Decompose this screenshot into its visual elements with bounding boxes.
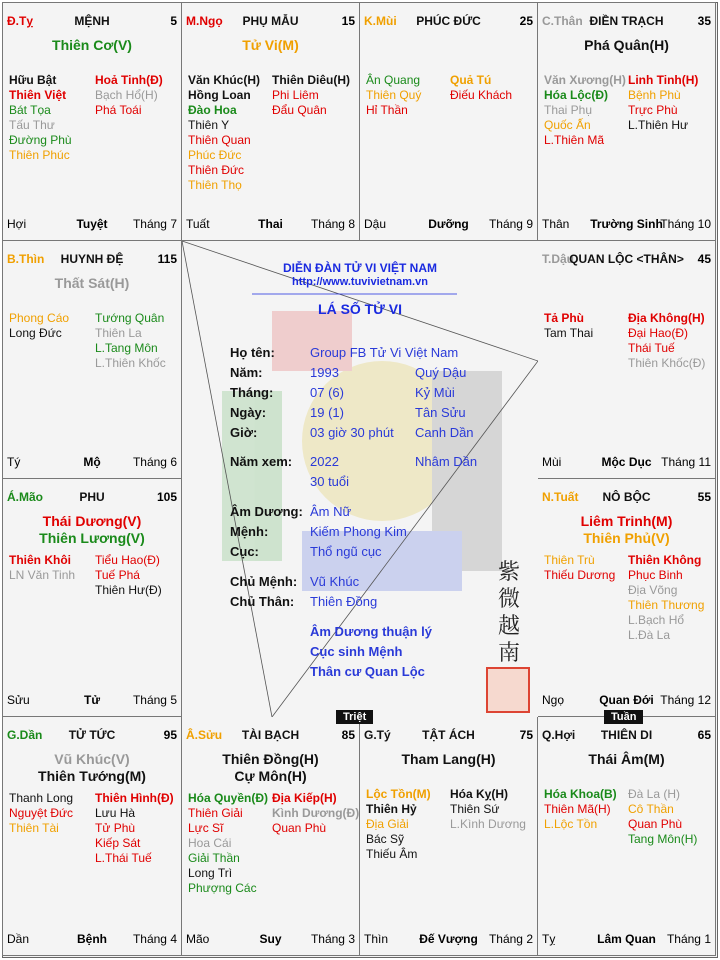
star: Thai Phụ [544,103,593,117]
right-stars [95,791,174,866]
right-stars [95,73,163,118]
star: Thái Tuế [628,341,675,355]
palace-branch: Mùi [542,455,562,469]
left-stars [9,311,69,341]
palace-month: Tháng 5 [132,693,177,707]
palace-month: Tháng 12 [660,693,711,707]
palace-daihan: 5 [170,14,177,28]
main-star: Thiên Tướng(M) [38,768,146,784]
left-stars [188,791,268,896]
star: Thiên Phúc [9,148,70,162]
star: Thiên Y [188,118,230,132]
info-row [230,592,490,612]
star: Thiên Không [628,553,702,567]
palace-month: Tháng 8 [310,217,355,231]
namxem-label: Năm xem: [230,454,293,469]
main-star: Thái Dương(V) [42,513,142,529]
forum-url[interactable]: http://www.tuvivietnam.vn [292,276,428,288]
star: Thiên Diêu(H) [272,73,350,87]
palace-daihan: 55 [697,490,711,504]
palace-month: Tháng 1 [666,932,711,946]
star: Linh Tinh(H) [628,73,699,87]
star: Trực Phù [628,103,678,117]
star: Phục Binh [628,568,683,582]
star: L.Thái Tuế [95,851,152,865]
info-value: 1993 [310,365,339,380]
palace-dan[interactable] [2,717,182,956]
cjk-signature [494,559,524,667]
main-star: Thất Sát(H) [54,275,130,291]
info-row [230,502,490,522]
summary-note: Âm Dương thuận lý [310,624,432,639]
star: Hoa Cái [188,836,232,850]
star: Tiểu Hao(Đ) [95,553,160,567]
star: Hữu Bật [9,73,57,87]
palace-name: ĐIỀN TRẠCH [589,14,664,28]
star: Địa Kiếp(H) [272,791,337,805]
star: Phúc Đức [188,148,242,162]
info-label: Năm: [230,365,263,380]
star: Nguyệt Đức [9,806,74,820]
palace-daihan: 85 [341,728,355,742]
info-value: Thiên Đồng [310,594,378,609]
right-stars [95,311,166,371]
star: Hóa Khoa(B) [544,787,617,801]
star: Thiên Thương [628,598,705,612]
palace-month: Tháng 6 [132,455,177,469]
palace-month: Tháng 11 [661,455,711,469]
palace-canchi: M.Ngọ [186,14,223,28]
palace-name: THIÊN DI [600,728,653,742]
star: Thiên Thọ [188,178,242,192]
star: Lộc Tồn(M) [366,787,431,801]
palace-phase: Đế Vượng [419,932,478,946]
star: Thiên Giải [188,806,243,820]
palace-canchi: Đ.Tỵ [7,14,34,28]
palace-phase: Mộc Dục [601,455,652,469]
star: Lưu Hà [95,806,136,820]
star: Thiên Khốc(Đ) [628,356,706,370]
left-stars [188,73,260,193]
palace-name: TẬT ÁCH [422,728,475,742]
palace-branch: Tỵ [542,932,556,946]
star: Thanh Long [9,791,74,805]
palace-name: MỆNH [74,14,110,28]
red-seal [486,667,530,713]
star: L.Thiên Khốc [95,356,166,370]
info-value: Vũ Khúc [310,574,360,589]
palace-canchi: N.Tuất [542,490,579,504]
star: L.Bạch Hổ [628,613,685,627]
palace-ty1[interactable] [360,717,538,956]
palace-canchi: B.Thìn [7,252,45,266]
info-canchi: Canh Dần [415,425,474,440]
left-stars [9,73,72,163]
left-stars [9,791,73,836]
palace-daihan: 45 [697,252,711,266]
tuan-tag: Tuần [604,710,643,724]
palace-branch: Tý [7,455,21,469]
summary-note: Thân cư Quan Lộc [310,664,425,679]
main-star: Thiên Đồng(H) [222,751,319,767]
star: Tả Phù [544,311,585,325]
palace-phase: Quan Đới [599,693,654,707]
palace-name: NÔ BỘC [602,490,651,504]
star: Tướng Quân [95,311,165,325]
left-stars [366,73,421,118]
star: Thiên Tài [9,821,59,835]
palace-branch: Sửu [7,693,30,707]
palace-name: PHU [79,490,105,504]
star: L.Thiên Hư [628,118,689,132]
palace-phase: Dưỡng [428,217,469,231]
star: Cô Thần [628,802,674,816]
star: L.Tang Môn [95,341,158,355]
star: Văn Xương(H) [544,73,626,87]
info-value: Thổ ngũ cục [310,544,382,559]
star: Tấu Thư [9,118,55,132]
left-stars [544,787,617,832]
info-value: 07 (6) [310,385,344,400]
palace-branch: Dậu [364,217,387,231]
star: Tuế Phá [95,568,140,582]
star: Kình Dương(Đ) [272,806,360,820]
info-row [230,403,490,423]
palace-branch: Hợi [7,217,27,231]
info-label: Mệnh: [230,524,269,539]
palace-month: Tháng 2 [488,932,533,946]
star: Phi Liêm [272,88,319,102]
info-row [230,383,490,403]
star: Thiếu Dương [544,568,616,582]
star: Điếu Khách [450,88,513,102]
main-star: Phá Quân(H) [584,37,669,53]
star: Đẩu Quân [272,103,327,117]
star: Phượng Các [188,881,257,895]
left-stars [544,553,615,583]
palace-daihan: 25 [519,14,533,28]
palace-phase: Tuyệt [76,217,108,231]
star: Thiên Việt [9,88,67,102]
star: Hóa Quyền(Đ) [188,791,269,805]
star: Long Đức [9,326,62,340]
palace-thin[interactable] [2,241,182,479]
palace-name: HUYNH ĐỆ [60,252,124,266]
info-notes [310,622,432,682]
info-canchi: Kỷ Mùi [415,385,455,400]
namxem-age: 30 tuổi [310,474,350,489]
palace-phase: Bệnh [77,932,107,946]
main-star: Tử Vi(M) [242,37,299,53]
star: Hóa Kỵ(H) [450,787,509,801]
star: Đại Hao(Đ) [628,326,689,340]
cjk-char: 南 [497,641,520,666]
palace-phase: Tử [83,693,101,707]
star: Thiên Quý [366,88,422,102]
star: Đà La (H) [628,787,681,801]
star: Hóa Lộc(Đ) [544,88,608,102]
star: Giải Thần [188,851,240,865]
main-star: Cự Môn(H) [234,768,307,784]
info-value: Âm Nữ [310,504,352,519]
palace-suu[interactable] [182,717,360,956]
right-stars [628,73,698,133]
star: Bệnh Phù [628,88,681,102]
left-stars [544,73,626,148]
palace-name: PHÚC ĐỨC [416,14,481,28]
palace-branch: Dần [7,932,30,946]
info-value: 19 (1) [310,405,344,420]
palace-branch: Ngọ [542,693,565,707]
right-stars [95,553,162,598]
info-row [230,363,490,383]
left-stars [366,787,431,862]
palace-ty6[interactable] [2,2,182,241]
star: Thiên Quan [188,133,251,147]
star: Thiên Khôi [9,553,71,567]
main-star: Thiên Cơ(V) [52,37,132,53]
palace-hoi[interactable] [538,717,716,956]
star: Tử Phù [95,821,136,835]
info-row [230,343,490,363]
info-label: Họ tên: [230,345,275,360]
chart-title: LÁ SỐ TỬ VI [318,301,402,317]
star: Lực Sĩ [188,821,224,835]
star: Thiên Mã(H) [544,802,611,816]
palace-mui[interactable] [360,2,538,241]
star: L.Kình Dương [450,817,526,831]
cjk-char: 越 [497,614,520,639]
star: Thiên Đức [188,163,245,177]
palace-tuat[interactable] [538,479,716,717]
star: Đào Hoa [188,103,237,117]
right-stars [272,791,359,836]
info-namxem [230,452,490,492]
info-row [230,522,490,542]
star: Bác Sỹ [366,832,405,846]
palace-canchi: G.Tý [364,728,391,742]
palace-daihan: 15 [341,14,355,28]
info-row [230,572,490,592]
palace-phase: Trường Sinh [590,217,663,231]
right-stars [272,73,350,118]
main-star: Tham Lang(H) [401,751,496,767]
palace-name: TÀI BẠCH [241,728,300,742]
right-stars [450,73,512,103]
info-label: Tháng: [230,385,274,400]
palace-name: PHỤ MẪU [242,14,299,28]
star: L.Thiên Mã [544,133,605,147]
info-label: Chủ Mệnh: [230,574,298,589]
star: Tang Môn(H) [628,832,698,846]
palace-canchi: Â.Sửu [186,728,223,742]
summary-note: Cục sinh Mệnh [310,644,403,659]
star: Tam Thai [544,326,594,340]
right-stars [628,553,704,643]
right-stars [628,787,697,847]
palace-phase: Mộ [83,455,101,469]
info-basic [230,343,490,443]
star: Phá Toái [95,103,142,117]
info-value: 03 giờ 30 phút [310,425,394,440]
star: Hồng Loan [188,88,251,102]
palace-than[interactable] [538,2,716,241]
palace-branch: Thìn [364,932,389,946]
right-stars [628,311,705,371]
star: Quan Phù [272,821,327,835]
info-label: Chủ Thân: [230,594,295,609]
palace-branch: Thân [542,217,570,231]
palace-canchi: Á.Mão [7,490,43,504]
info-menh [230,502,490,562]
main-star: Thiên Phủ(V) [583,530,670,546]
star: Quả Tú [450,73,492,87]
info-row [230,423,490,443]
star: Địa Không(H) [628,311,705,325]
star: Hoả Tinh(Đ) [95,73,163,87]
star: Phong Cáo [9,311,70,325]
center-panel [182,241,538,717]
palace-name: QUAN LỘC <THÂN> [569,252,684,266]
star: Văn Khúc(H) [188,73,260,87]
star: L.Đà La [628,628,671,642]
palace-name: TỬ TỨC [68,728,116,742]
main-star: Thiên Lương(V) [39,530,145,546]
palace-branch: Tuất [186,217,210,231]
palace-daihan: 95 [163,728,177,742]
cjk-char: 微 [497,587,520,612]
star: Thiên Sứ [450,802,500,816]
palace-month: Tháng 10 [660,217,711,231]
palace-month: Tháng 9 [488,217,533,231]
left-stars [9,553,75,583]
info-value: Kiếm Phong Kim [310,524,407,539]
palace-phase: Lâm Quan [597,932,656,946]
palace-ngo[interactable] [182,2,360,241]
left-stars [544,311,593,341]
star: Hỉ Thần [366,103,408,117]
main-star: Thái Âm(M) [588,751,665,767]
palace-canchi: Q.Hợi [542,728,576,742]
info-label: Cục: [230,544,259,559]
palace-phase: Suy [259,932,282,946]
star: Địa Võng [628,583,678,597]
star: Bạch Hổ(H) [95,88,158,102]
palace-canchi: C.Thân [542,14,583,28]
star: Thiên Trù [544,553,595,567]
star: Long Trì [188,866,233,880]
palace-daihan: 35 [697,14,711,28]
palace-month: Tháng 3 [310,932,355,946]
palace-canchi: K.Mùi [364,14,397,28]
info-canchi: Tân Sửu [415,405,466,420]
palace-daihan: 105 [156,490,177,504]
namxem-year: 2022 [310,454,339,469]
palace-mao[interactable] [2,479,182,717]
star: Thiên La [95,326,142,340]
main-star: Liêm Trinh(M) [580,513,673,529]
forum-title: DIỄN ĐÀN TỬ VI VIỆT NAM [283,261,437,275]
star: Bát Tọa [9,103,51,117]
star: LN Văn Tinh [9,568,76,582]
info-row [230,542,490,562]
star: Đường Phù [9,133,72,147]
star: L.Lộc Tồn [544,817,598,831]
star: Quốc Ấn [544,118,591,132]
namxem-canchi: Nhâm Dần [415,454,478,469]
star: Quan Phù [628,817,683,831]
palace-month: Tháng 4 [132,932,177,946]
right-stars [450,787,526,832]
star: Thiên Hỷ [366,802,417,816]
palace-canchi: G.Dần [7,728,43,742]
palace-daihan: 75 [519,728,533,742]
cjk-char: 紫 [497,560,520,585]
palace-phase: Thai [258,217,283,231]
palace-daihan: 115 [157,252,177,266]
info-canchi: Quý Dậu [415,365,467,380]
palace-canchi: T.Dậu [542,252,575,266]
palace-month: Tháng 7 [132,217,177,231]
info-label: Giờ: [230,425,258,440]
star: Kiếp Sát [95,836,141,850]
palace-branch: Mão [186,932,210,946]
info-chu [230,572,490,612]
star: Địa Giải [366,817,409,831]
main-star: Vũ Khúc(V) [54,751,130,767]
star: Thiên Hình(Đ) [95,791,174,805]
star: Ân Quang [366,73,421,87]
triet-tag: Triệt [336,710,373,724]
info-value: Group FB Tử Vi Việt Nam [310,345,459,360]
palace-daihan: 65 [697,728,711,742]
info-label: Âm Dương: [230,504,303,519]
star: Thiên Hư(Đ) [95,583,162,597]
info-label: Ngày: [230,405,267,420]
palace-dau[interactable] [538,241,716,479]
star: Thiếu Âm [366,847,418,861]
